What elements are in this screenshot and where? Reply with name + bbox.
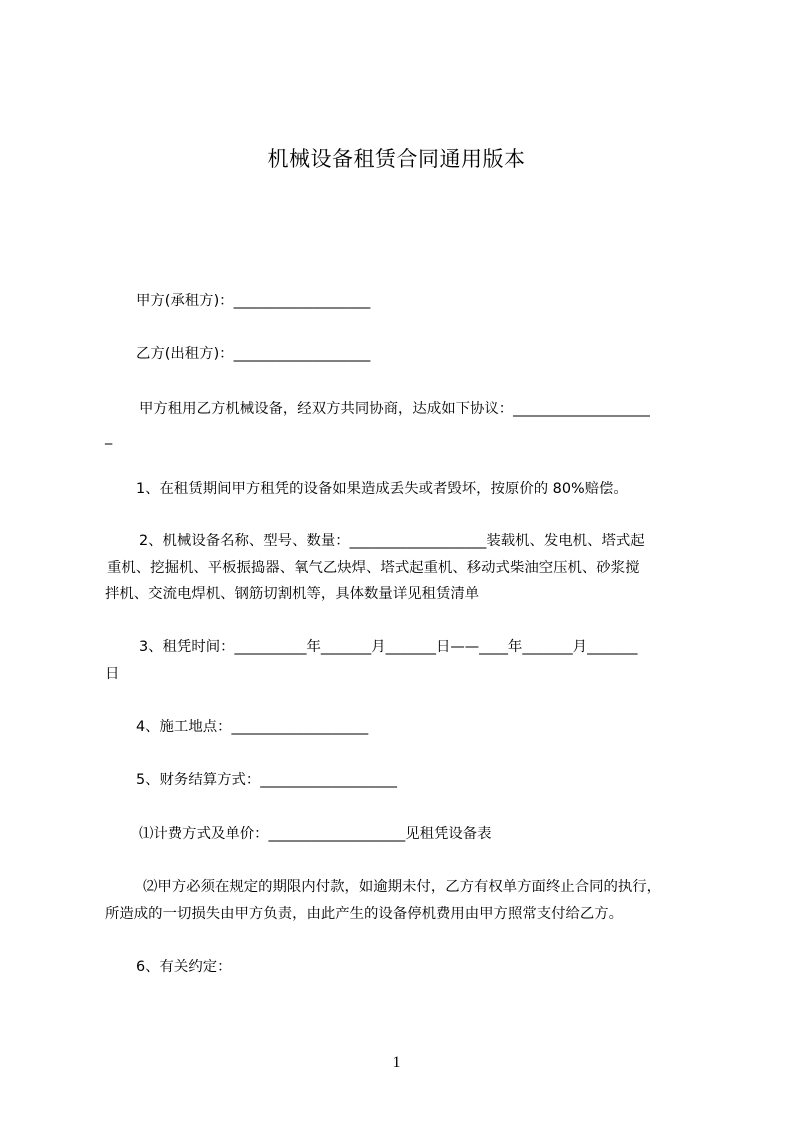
party-a-line: 甲方(承租方)：___________________ — [136, 293, 371, 309]
intro-line-continuation: _ — [105, 429, 113, 445]
document-title: 机械设备租赁合同通用版本 — [267, 147, 526, 171]
clause-2-line-1: 2、机械设备名称、型号、数量：___________________装载机、发电机、塔式起 — [139, 533, 645, 549]
clause-5-item-2-line-1: ⑵甲方必须在规定的期限内付款，如逾期未付，乙方有权单方面终止合同的执行， — [143, 879, 662, 895]
clause-6: 6、有关约定： — [136, 959, 232, 975]
party-b-line: 乙方(出租方)：___________________ — [136, 346, 371, 362]
clause-3-line-2: 日 — [105, 666, 120, 682]
clause-2-line-3: 拌机、交流电焊机、钢筋切割机等，具体数量详见租赁清单 — [105, 586, 480, 602]
clause-5: 5、财务结算方式：___________________ — [136, 772, 397, 788]
clause-3-line-1: 3、租凭时间：__________年_______月_______日——____年_______月_______ — [139, 639, 638, 655]
clause-1: 1、在租赁期间甲方租凭的设备如果造成丢失或者毁坏，按原价的 80%赔偿。 — [136, 481, 628, 497]
page-number: 1 — [392, 1054, 401, 1071]
clause-5-item-2-line-2: 所造成的一切损失由甲方负责，由此产生的设备停机费用由甲方照常支付给乙方。 — [105, 906, 624, 922]
intro-line: 甲方租用乙方机械设备，经双方共同协商，达成如下协议：___________________ — [139, 401, 650, 417]
clause-2-line-2: 重机、挖掘机、平板振捣器、氧气乙炔焊、塔式起重机、移动式柴油空压机、砂浆搅 — [107, 560, 640, 576]
clause-5-item-1: ⑴计费方式及单价：___________________见租凭设备表 — [139, 826, 492, 842]
clause-4: 4、施工地点：___________________ — [136, 719, 369, 735]
